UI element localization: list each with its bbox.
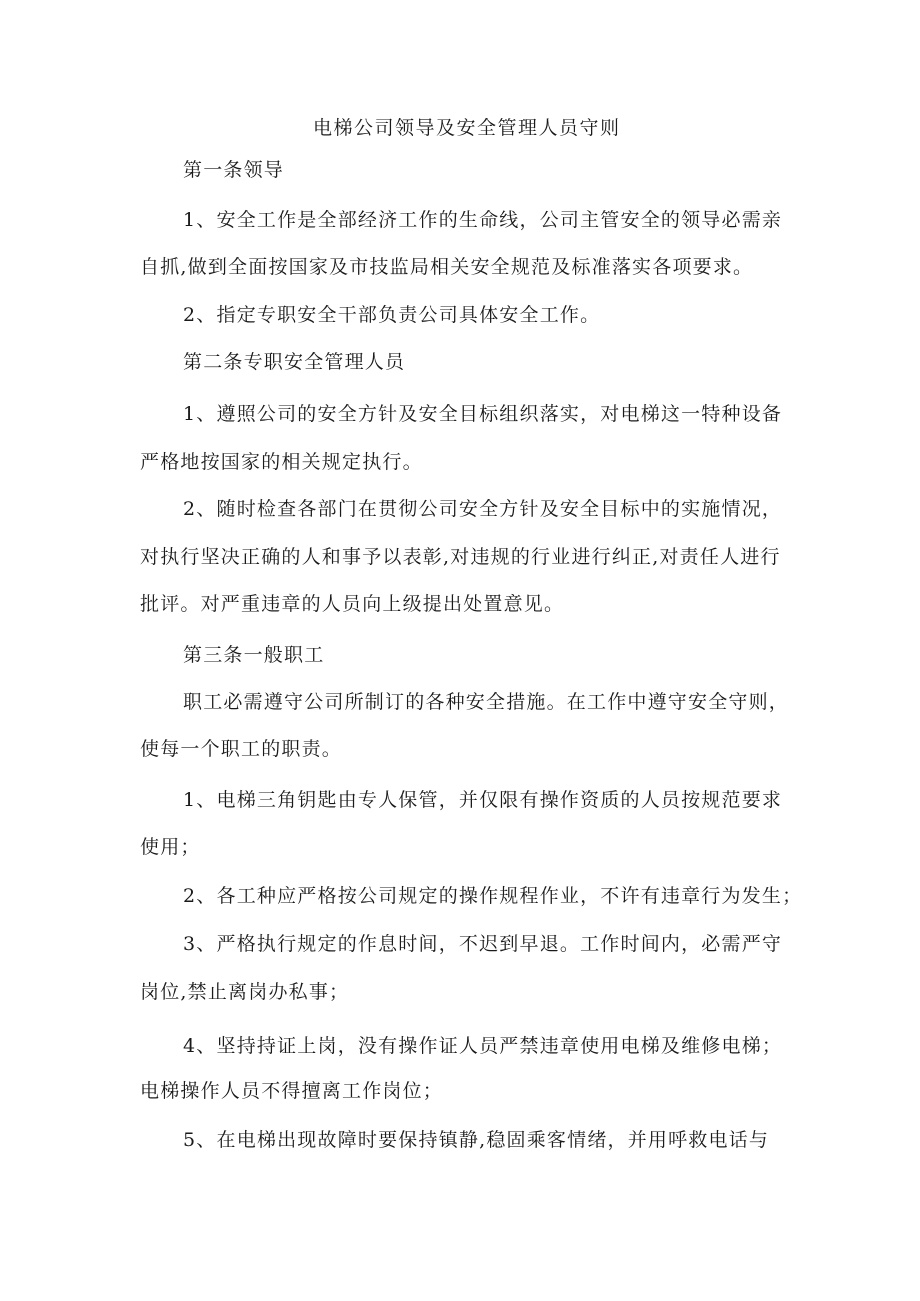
paragraph-line: 电梯操作人员不得擅离工作岗位； xyxy=(140,1080,444,1102)
paragraph-line: 职工必需遵守公司所制订的各种安全措施。在工作中遵守安全守则， xyxy=(183,691,790,713)
paragraph-line: 对执行坚决正确的人和事予以表彰,对违规的行业进行纠正,对责任人进行 xyxy=(140,546,781,568)
section-heading-3: 第三条一般职工 xyxy=(183,644,325,666)
paragraph-line: 2、指定专职安全干部负责公司具体安全工作。 xyxy=(183,304,601,326)
paragraph-line: 批评。对严重违章的人员向上级提出处置意见。 xyxy=(140,593,565,615)
paragraph-line: 使用； xyxy=(140,836,201,858)
paragraph-line: 2、各工种应严格按公司规定的操作规程作业，不许有违章行为发生； xyxy=(183,885,803,907)
paragraph-line: 3、严格执行规定的作息时间，不迟到早退。工作时间内，必需严守 xyxy=(183,933,783,955)
paragraph-line: 自抓,做到全面按国家及市技监局相关安全规范及标准落实各项要求。 xyxy=(140,256,754,278)
paragraph-line: 1、遵照公司的安全方针及安全目标组织落实，对电梯这一特种设备 xyxy=(183,403,783,425)
paragraph-line: 1、电梯三角钥匙由专人保管，并仅限有操作资质的人员按规范要求 xyxy=(183,789,783,811)
paragraph-line: 2、随时检查各部门在贯彻公司安全方针及安全目标中的实施情况， xyxy=(183,498,783,520)
paragraph-line: 5、在电梯出现故障时要保持镇静,稳固乘客情绪，并用呼救电话与 xyxy=(183,1129,770,1151)
paragraph-line: 4、坚持持证上岗，没有操作证人员严禁违章使用电梯及维修电梯； xyxy=(183,1035,783,1057)
paragraph-line: 岗位,禁止离岗办私事； xyxy=(140,981,350,1003)
document-title: 电梯公司领导及安全管理人员守则 xyxy=(313,117,621,139)
section-heading-1: 第一条领导 xyxy=(183,159,285,181)
paragraph-line: 使每一个职工的职责。 xyxy=(140,738,343,760)
paragraph-line: 严格地按国家的相关规定执行。 xyxy=(140,451,423,473)
section-heading-2: 第二条专职安全管理人员 xyxy=(183,351,406,373)
paragraph-line: 1、安全工作是全部经济工作的生命线，公司主管安全的领导必需亲 xyxy=(183,209,783,231)
